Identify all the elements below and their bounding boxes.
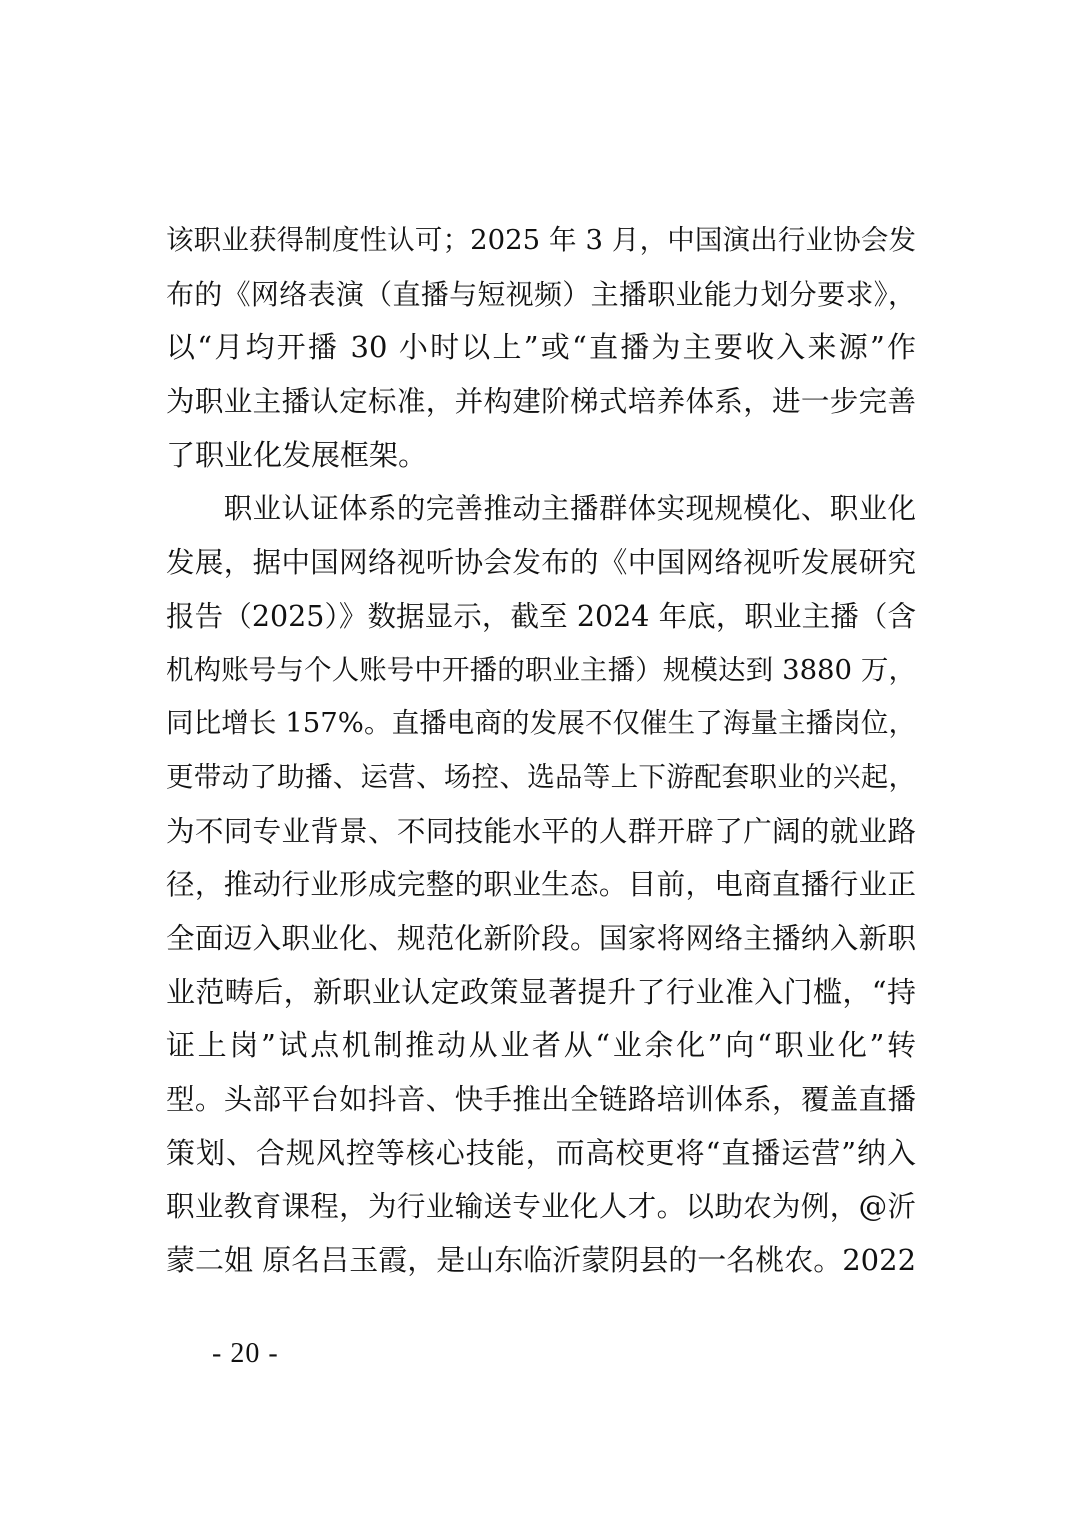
text-line: 报告（2025）》数据显示，截至 2024 年底，职业主播（含 (166, 599, 916, 633)
text-line: 以“月均开播 30 小时以上”或“直播为主要收入来源”作 (166, 330, 916, 365)
text-line: 发展，据中国网络视听协会发布的《中国网络视听发展研究 (166, 546, 916, 580)
text-line: 更带动了助播、运营、场控、选品等上下游配套职业的兴起， (166, 760, 916, 793)
page-number: - 20 - (212, 1338, 279, 1369)
text-line: 策划、合规风控等核心技能，而高校更将“直播运营”纳入 (166, 1135, 916, 1170)
text-line: 业范畴后，新职业认定政策显著提升了行业准入门槛，“持 (166, 974, 916, 1009)
text-line: 为不同专业背景、不同技能水平的人群开辟了广阔的就业路 (166, 814, 916, 848)
text-line: 职业认证体系的完善推动主播群体实现规模化、职业化 (166, 492, 916, 526)
text-line: 为职业主播认定标准，并构建阶梯式培养体系，进一步完善 (166, 385, 916, 419)
text-line: 证上岗”试点机制推动从业者从“业余化”向“职业化”转 (166, 1028, 916, 1063)
body-text (166, 214, 916, 1288)
text-line: 型。头部平台如抖音、快手推出全链路培训体系，覆盖直播 (166, 1083, 916, 1116)
text-line: 全面迈入职业化、规范化新阶段。国家将网络主播纳入新职 (166, 921, 916, 955)
text-line: 蒙二姐 原名吕玉霞，是山东临沂蒙阴县的一名桃农。2022 (166, 1243, 917, 1278)
text-line: 布的《网络表演（直播与短视频）主播职业能力划分要求》， (166, 277, 916, 311)
text-line: 职业教育课程，为行业输送专业化人才。以助农为例，@沂 (166, 1190, 916, 1224)
text-line: 该职业获得制度性认可；2025 年 3 月，中国演出行业协会发 (166, 224, 916, 256)
text-line: 机构账号与个人账号中开播的职业主播）规模达到 3880 万， (166, 653, 916, 686)
text-line: 同比增长 157%。直播电商的发展不仅催生了海量主播岗位， (166, 707, 916, 740)
text-line: 径，推动行业形成完整的职业生态。目前，电商直播行业正 (166, 868, 916, 902)
text-line: 了职业化发展框架。 (166, 437, 428, 472)
